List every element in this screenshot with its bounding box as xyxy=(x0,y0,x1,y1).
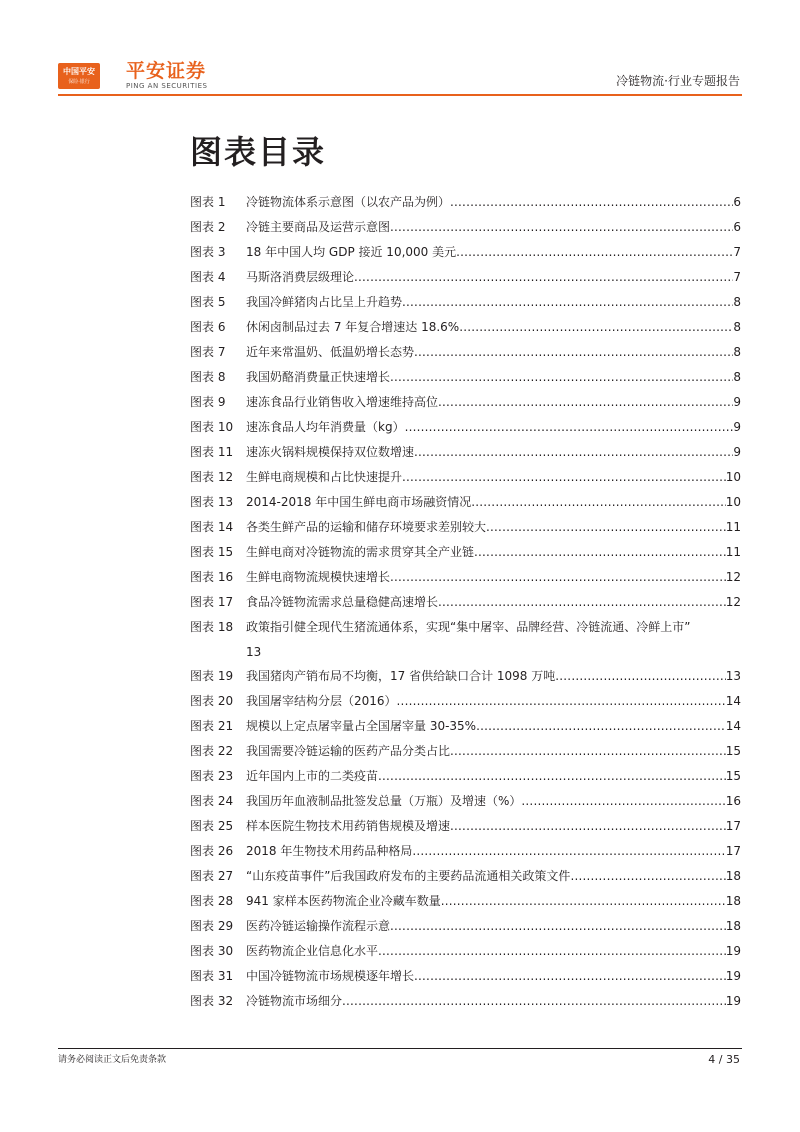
toc-entry[interactable] xyxy=(190,590,741,615)
toc-entry-label: 图表 5 xyxy=(190,295,226,309)
toc-entry[interactable] xyxy=(190,615,741,664)
toc-entry-title: 冷链主要商品及运营示意图 xyxy=(246,220,391,234)
toc-leader-dots xyxy=(555,664,725,689)
toc-entry[interactable] xyxy=(190,540,741,565)
toc-leader-dots xyxy=(456,240,733,265)
toc-entry[interactable] xyxy=(190,689,741,714)
toc-entry[interactable] xyxy=(190,515,741,540)
toc-entry-title: 速冻火锅料规模保持双位数增速 xyxy=(246,445,415,459)
toc-entry-label: 图表 7 xyxy=(190,345,226,359)
toc-entry-page: 19 xyxy=(725,944,741,958)
toc-leader-dots xyxy=(397,689,726,714)
toc-entry-page: 8 xyxy=(733,320,741,334)
toc-leader-dots xyxy=(570,864,725,889)
toc-entry[interactable] xyxy=(190,814,741,839)
toc-entry-page: 16 xyxy=(725,794,741,808)
toc-entry-title: “山东疫苗事件”后我国政府发布的主要药品流通相关政策文件 xyxy=(246,869,571,883)
toc-entry-page: 10 xyxy=(725,470,741,484)
toc-entry-title: 马斯洛消费层级理论 xyxy=(246,270,355,284)
toc-entry-page: 12 xyxy=(725,570,741,584)
toc-leader-dots xyxy=(474,540,726,565)
toc-entry[interactable] xyxy=(190,739,741,764)
toc-entry-label: 图表 16 xyxy=(190,570,234,584)
toc-entry-label: 图表 32 xyxy=(190,994,234,1008)
toc-entry-label: 图表 13 xyxy=(190,495,234,509)
toc-entry-page: 9 xyxy=(733,395,741,409)
toc-entry-label: 图表 10 xyxy=(190,420,234,434)
brand-name-en: PING AN SECURITIES xyxy=(126,82,208,90)
toc-entry[interactable] xyxy=(190,490,741,515)
toc-entry-page: 15 xyxy=(725,744,741,758)
toc-entry-label: 图表 29 xyxy=(190,919,234,933)
toc-leader-dots xyxy=(342,989,726,1014)
toc-entry-page: 7 xyxy=(733,245,741,259)
toc-entry-label: 图表 2 xyxy=(190,220,226,234)
toc-entry-page: 13 xyxy=(246,644,262,659)
toc-leader-dots xyxy=(450,814,726,839)
toc-entry-label: 图表 19 xyxy=(190,669,234,683)
toc-entry[interactable] xyxy=(190,365,741,390)
toc-entry[interactable] xyxy=(190,939,741,964)
toc-entry-page: 6 xyxy=(733,195,741,209)
toc-entry-label: 图表 3 xyxy=(190,245,226,259)
toc-leader-dots xyxy=(414,964,726,989)
toc-entry[interactable] xyxy=(190,215,741,240)
toc-entry[interactable] xyxy=(190,240,741,265)
page-header xyxy=(0,0,800,100)
toc-entry-title: 我国历年血液制品批签发总量（万瓶）及增速（%） xyxy=(246,794,522,808)
toc-entry-label: 图表 23 xyxy=(190,769,234,783)
toc-leader-dots xyxy=(438,590,726,615)
toc-entry-title: 18 年中国人均 GDP 接近 10,000 美元 xyxy=(246,245,457,259)
toc-entry[interactable] xyxy=(190,664,741,689)
toc-entry-title: 我国冷鲜猪肉占比呈上升趋势 xyxy=(246,295,403,309)
toc-entry-title: 941 家样本医药物流企业冷藏车数量 xyxy=(246,894,441,908)
toc-entry[interactable] xyxy=(190,764,741,789)
toc-entry-page: 17 xyxy=(725,819,741,833)
toc-entry-label: 图表 15 xyxy=(190,545,234,559)
header-divider xyxy=(58,94,742,96)
toc-entry-label: 图表 17 xyxy=(190,595,234,609)
toc-entry[interactable] xyxy=(190,465,741,490)
toc-entry-label: 图表 26 xyxy=(190,844,234,858)
toc-entry[interactable] xyxy=(190,914,741,939)
toc-leader-dots xyxy=(521,789,725,814)
toc-leader-dots xyxy=(390,215,733,240)
toc-entry-title: 冷链物流体系示意图（以农产品为例） xyxy=(246,195,451,209)
toc-entry-page: 18 xyxy=(725,894,741,908)
toc-leader-dots xyxy=(459,315,733,340)
toc-entry-page: 19 xyxy=(725,994,741,1008)
brand-name-cn: 平安证券 xyxy=(126,60,207,82)
toc-entry-label: 图表 9 xyxy=(190,395,226,409)
toc-entry[interactable] xyxy=(190,290,741,315)
toc-entry-label: 图表 1 xyxy=(190,195,226,209)
toc-entry-title: 生鲜电商规模和占比快速提升 xyxy=(246,470,403,484)
footer-divider xyxy=(58,1048,742,1049)
toc-leader-dots xyxy=(414,440,733,465)
logo-subtext: 保险·银行 xyxy=(68,79,90,85)
toc-leader-dots xyxy=(450,190,733,215)
report-title: 冷链物流·行业专题报告 xyxy=(616,74,740,88)
toc-entry-title: 医药冷链运输操作流程示意 xyxy=(246,919,391,933)
toc-entry-page: 18 xyxy=(725,919,741,933)
toc-entry-title: 我国需要冷链运输的医药产品分类占比 xyxy=(246,744,451,758)
toc-entry-page: 19 xyxy=(725,969,741,983)
toc-entry-label: 图表 31 xyxy=(190,969,234,983)
toc-entry-label: 图表 28 xyxy=(190,894,234,908)
toc-entry-label: 图表 12 xyxy=(190,470,234,484)
toc-leader-dots xyxy=(378,939,726,964)
toc-entry-title: 我国屠宰结构分层（2016） xyxy=(246,694,397,708)
toc-leader-dots xyxy=(450,739,726,764)
toc-entry-title: 政策指引健全现代生猪流通体系，实现“集中屠宰、品牌经营、冷链流通、冷鲜上市” xyxy=(246,620,691,634)
toc-entry-title: 2018 年生物技术用药品种格局 xyxy=(246,844,413,858)
toc-leader-dots xyxy=(390,365,733,390)
toc-entry-page: 8 xyxy=(733,370,741,384)
toc-entry-label: 图表 18 xyxy=(190,620,234,634)
toc-entry-label: 图表 14 xyxy=(190,520,234,534)
toc-entry-label: 图表 30 xyxy=(190,944,234,958)
toc-leader-dots xyxy=(378,764,726,789)
toc-entry[interactable] xyxy=(190,190,741,215)
toc-entry[interactable] xyxy=(190,714,741,739)
toc-entry[interactable] xyxy=(190,864,741,889)
toc-entry-title: 规模以上定点屠宰量占全国屠宰量 30-35% xyxy=(246,719,477,733)
toc-entry-title: 休闲卤制品过去 7 年复合增速达 18.6% xyxy=(246,320,460,334)
toc-entry-label: 图表 27 xyxy=(190,869,234,883)
table-of-figures xyxy=(190,190,741,1014)
toc-leader-dots xyxy=(438,390,733,415)
toc-entry-page: 10 xyxy=(725,495,741,509)
toc-entry-page: 9 xyxy=(733,445,741,459)
toc-entry-page: 13 xyxy=(725,669,741,683)
toc-leader-dots xyxy=(412,839,725,864)
toc-leader-dots xyxy=(486,515,726,540)
toc-entry[interactable] xyxy=(190,889,741,914)
toc-leader-dots xyxy=(402,465,726,490)
toc-entry-label: 图表 20 xyxy=(190,694,234,708)
toc-entry[interactable] xyxy=(190,964,741,989)
toc-leader-dots xyxy=(414,340,733,365)
toc-entry[interactable] xyxy=(190,789,741,814)
toc-entry-page: 8 xyxy=(733,295,741,309)
toc-entry-title: 我国奶酪消费量正快速增长 xyxy=(246,370,391,384)
toc-entry-title: 各类生鲜产品的运输和储存环境要求差别较大 xyxy=(246,520,487,534)
toc-entry-page: 17 xyxy=(725,844,741,858)
toc-entry-title: 食品冷链物流需求总量稳健高速增长 xyxy=(246,595,439,609)
toc-entry-label: 图表 6 xyxy=(190,320,226,334)
toc-entry-title: 医药物流企业信息化水平 xyxy=(246,944,379,958)
toc-entry-title: 速冻食品行业销售收入增速维持高位 xyxy=(246,395,439,409)
toc-leader-dots xyxy=(354,265,733,290)
toc-entry-title: 2014-2018 年中国生鲜电商市场融资情况 xyxy=(246,495,472,509)
toc-leader-dots xyxy=(402,290,733,315)
toc-entry-label: 图表 22 xyxy=(190,744,234,758)
toc-leader-dots xyxy=(441,889,726,914)
toc-entry-label: 图表 11 xyxy=(190,445,234,459)
toc-entry[interactable] xyxy=(190,989,741,1014)
toc-entry-label: 图表 25 xyxy=(190,819,234,833)
toc-entry[interactable] xyxy=(190,340,741,365)
toc-entry-title: 速冻食品人均年消费量（kg） xyxy=(246,420,405,434)
toc-leader-dots xyxy=(390,914,726,939)
toc-entry-label: 图表 24 xyxy=(190,794,234,808)
toc-entry-page: 14 xyxy=(725,719,741,733)
toc-entry-page: 14 xyxy=(725,694,741,708)
logo-text: 中国平安 xyxy=(63,67,95,76)
ping-an-logo xyxy=(58,63,100,89)
toc-entry-title: 近年来常温奶、低温奶增长态势 xyxy=(246,345,415,359)
toc-entry[interactable] xyxy=(190,415,741,440)
toc-entry-page: 6 xyxy=(733,220,741,234)
toc-entry-page: 18 xyxy=(725,869,741,883)
page-number: 4 / 35 xyxy=(708,1053,740,1066)
toc-entry[interactable] xyxy=(190,440,741,465)
toc-entry-title: 生鲜电商物流规模快速增长 xyxy=(246,570,391,584)
toc-leader-dots xyxy=(476,714,726,739)
page-title: 图表目录 xyxy=(190,133,327,171)
toc-entry-label: 图表 8 xyxy=(190,370,226,384)
toc-entry[interactable] xyxy=(190,265,741,290)
toc-entry-title: 生鲜电商对冷链物流的需求贯穿其全产业链 xyxy=(246,545,475,559)
toc-entry-title: 冷链物流市场细分 xyxy=(246,994,343,1008)
toc-entry-page: 9 xyxy=(733,420,741,434)
toc-entry-page: 8 xyxy=(733,345,741,359)
toc-entry-title: 近年国内上市的二类疫苗 xyxy=(246,769,379,783)
toc-entry-page: 7 xyxy=(733,270,741,284)
toc-entry-title: 中国冷链物流市场规模逐年增长 xyxy=(246,969,415,983)
toc-leader-dots xyxy=(390,565,726,590)
toc-entry-label: 图表 4 xyxy=(190,270,226,284)
toc-entry-page: 15 xyxy=(725,769,741,783)
toc-entry-title: 样本医院生物技术用药销售规模及增速 xyxy=(246,819,451,833)
toc-entry-label: 图表 21 xyxy=(190,719,234,733)
toc-entry-page: 11 xyxy=(725,545,741,559)
toc-leader-dots xyxy=(405,415,734,440)
footer-disclaimer: 请务必阅读正文后免责条款 xyxy=(58,1055,167,1065)
toc-entry[interactable] xyxy=(190,565,741,590)
toc-entry[interactable] xyxy=(190,315,741,340)
toc-entry[interactable] xyxy=(190,390,741,415)
toc-entry-page: 11 xyxy=(725,520,741,534)
toc-entry-title: 我国猪肉产销布局不均衡，17 省供给缺口合计 1098 万吨 xyxy=(246,669,556,683)
toc-entry[interactable] xyxy=(190,839,741,864)
toc-leader-dots xyxy=(471,490,725,515)
toc-entry-page: 12 xyxy=(725,595,741,609)
